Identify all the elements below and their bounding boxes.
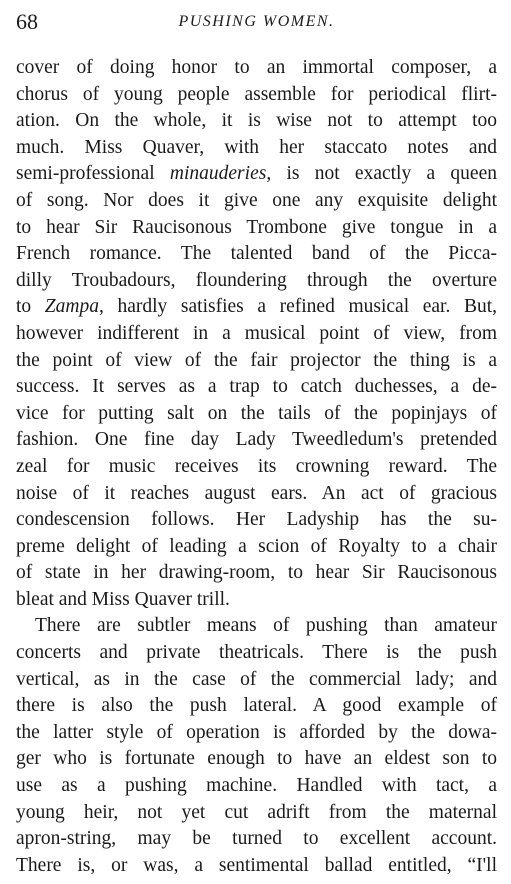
text-line: chorus of young people assemble for periodical flirt- — [16, 83, 497, 105]
text-line: There are subtler means of pushing than amateur — [35, 615, 497, 637]
text-line: of song. Nor does it give one any exquisite delight — [16, 189, 497, 211]
text-line: the point of view of the fair projector the thing is a — [16, 349, 497, 371]
text-line: young heir, not yet cut adrift from the maternal — [16, 801, 497, 823]
paragraph-2 — [16, 613, 497, 879]
text-line: There is, or was, a sentimental ballad entitled, “I'll — [16, 854, 497, 876]
text-line: to hear Sir Raucisonous Trombone give tongue in a — [16, 216, 497, 238]
text-line: however indifferent in a musical point of view, from — [16, 322, 497, 344]
text-line: vertical, as in the case of the commercial lady; and — [16, 668, 497, 690]
text-line: zeal for music receives its crowning reward. The — [16, 455, 497, 477]
text-line: noise of it reaches august ears. An act of gracious — [16, 482, 497, 504]
text-line: bleat and Miss Quaver trill. — [16, 588, 230, 610]
text-line: semi-professional minauderies, is not exactly a queen — [16, 163, 497, 185]
text-line: dilly Troubadours, floundering through the overture — [16, 269, 497, 291]
text-line: fashion. One fine day Lady Tweedledum's pretended — [16, 429, 497, 451]
text-line: of state in her drawing-room, to hear Sir Raucisonous — [16, 562, 497, 584]
text-line: there is also the push lateral. A good example of — [16, 695, 497, 717]
text-line: condescension follows. Her Ladyship has the su- — [16, 509, 497, 531]
body-text — [16, 55, 497, 879]
running-title: PUSHING WOMEN. — [178, 13, 335, 30]
text-line: use as a pushing machine. Handled with tact, a — [16, 775, 497, 797]
paragraph-1 — [16, 55, 497, 613]
text-line: French romance. The talented band of the Picca- — [16, 243, 497, 265]
text-line: apron-string, may be turned to excellent account. — [16, 828, 497, 850]
text-line: ation. On the whole, it is wise not to attempt too — [16, 110, 497, 132]
text-line: vice for putting salt on the tails of the popinjays of — [16, 402, 497, 424]
text-line: preme delight of leading a scion of Royalty to a chair — [16, 535, 497, 557]
text-line: cover of doing honor to an immortal composer, a — [16, 57, 497, 78]
page-number: 68 — [16, 9, 38, 34]
text-line: the latter style of operation is afforded by the dowa- — [16, 721, 497, 743]
page-header — [16, 9, 497, 35]
text-line: concerts and private theatricals. There is the push — [16, 642, 497, 664]
text-line: ger who is fortunate enough to have an eldest son to — [16, 748, 497, 770]
text-line: success. It serves as a trap to catch duchesses, a de- — [16, 376, 497, 398]
text-line: much. Miss Quaver, with her staccato notes and — [16, 136, 497, 158]
text-line: to Zampa, hardly satisfies a refined musical ear. But, — [16, 296, 497, 318]
